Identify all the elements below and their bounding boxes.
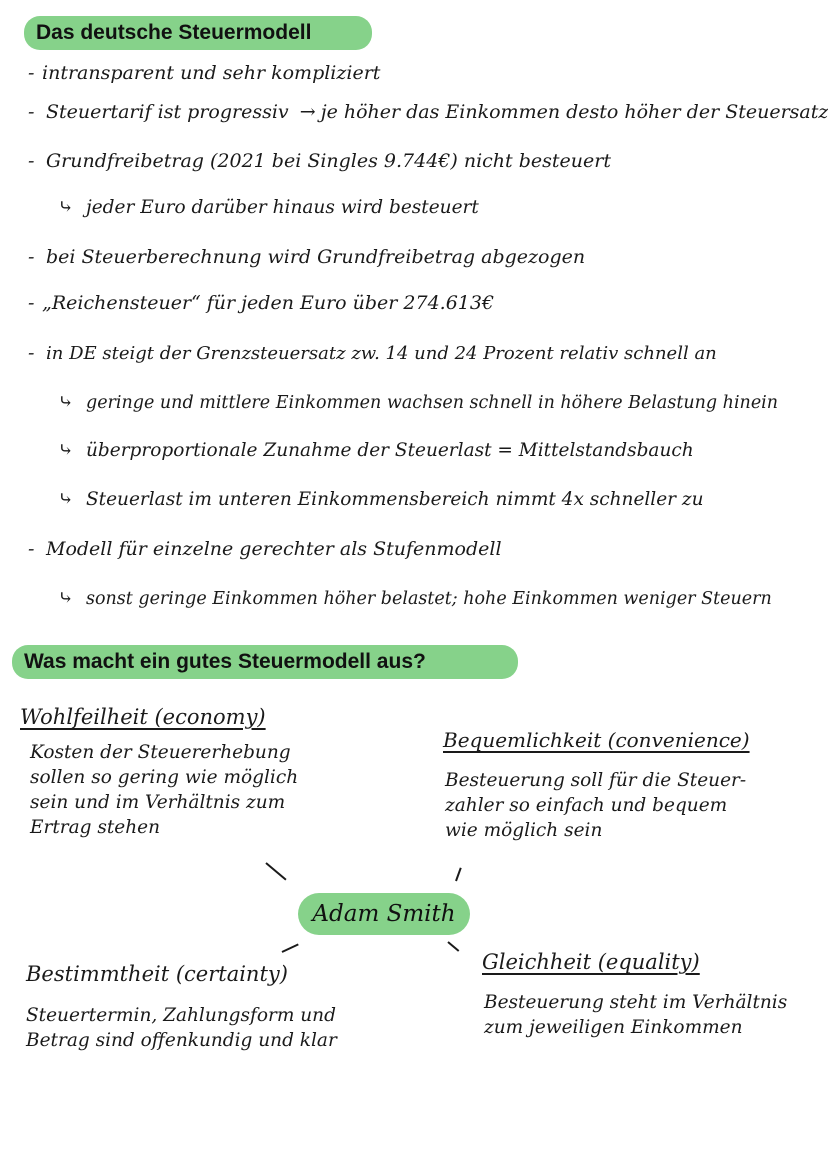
note-text: „Reichensteuer“ für jeden Euro über 274.613€ — [42, 292, 495, 314]
note-text: geringe und mittlere Einkommen wachsen schnell in höhere Belastung hinein — [86, 393, 779, 413]
note-line-11 — [28, 538, 502, 560]
dash-bullet: - — [28, 342, 35, 364]
equality-line: Besteuerung steht im Verhältnis — [484, 992, 788, 1013]
sub-arrow-icon: ⤷ — [58, 440, 74, 461]
certainty-title: Bestimmtheit (certainty) — [26, 962, 288, 986]
note-line-4 — [58, 197, 479, 218]
economy-line: Kosten der Steuererhebung — [30, 742, 291, 763]
note-text: Modell für einzelne gerechter als Stufenmodell — [46, 538, 502, 560]
sub-arrow-icon: ⤷ — [58, 197, 74, 218]
sub-arrow-icon: ⤷ — [58, 588, 74, 609]
note-line-5 — [28, 246, 585, 268]
dash-bullet: - — [28, 150, 35, 172]
economy-line: sollen so gering wie möglich — [30, 767, 299, 788]
note-text: jeder Euro darüber hinaus wird besteuert — [86, 197, 479, 218]
note-line-10 — [58, 489, 704, 510]
right-arrow-icon: → — [299, 101, 316, 123]
convenience-body — [445, 768, 746, 843]
connector-stroke-economy — [265, 862, 286, 880]
convenience-title: Bequemlichkeit (convenience) — [443, 728, 750, 752]
note-text: intransparent und sehr kompliziert — [42, 62, 381, 84]
note-text: bei Steuerberechnung wird Grundfreibetrag abgezogen — [46, 246, 586, 268]
note-text: Grundfreibetrag (2021 bei Singles 9.744€) nicht besteuert — [46, 150, 611, 172]
economy-line: sein und im Verhältnis zum — [30, 792, 286, 813]
note-line-2 — [28, 101, 828, 123]
economy-line: Ertrag stehen — [30, 817, 161, 838]
note-line-12 — [58, 588, 772, 609]
note-line-1 — [28, 62, 380, 84]
convenience-line: wie möglich sein — [445, 820, 603, 841]
certainty-line: Steuertermin, Zahlungsform und — [26, 1005, 336, 1026]
convenience-line: Besteuerung soll für die Steuer- — [445, 770, 747, 791]
dash-bullet: - — [28, 246, 35, 268]
equality-line: zum jeweiligen Einkommen — [484, 1017, 743, 1038]
equality-body — [484, 990, 787, 1040]
connector-stroke-equality — [447, 941, 459, 952]
note-text: überproportionale Zunahme der Steuerlast = Mittelstandsbauch — [86, 440, 694, 461]
sub-arrow-icon: ⤷ — [58, 392, 74, 413]
economy-body — [30, 740, 298, 840]
dash-bullet: - — [28, 101, 35, 123]
note-text: in DE steigt der Grenzsteuersatz zw. 14 und 24 Prozent relativ schnell an — [46, 343, 717, 364]
note-text: sonst geringe Einkommen höher belastet; hohe Einkommen weniger Steuern — [86, 589, 772, 609]
connector-stroke-certainty — [282, 943, 299, 952]
certainty-body — [26, 1003, 337, 1053]
dash-bullet: - — [28, 292, 35, 314]
dash-bullet: - — [28, 62, 35, 84]
note-line-9 — [58, 440, 694, 461]
equality-title: Gleichheit (equality) — [482, 950, 700, 974]
note-line-8 — [58, 392, 778, 413]
convenience-line: zahler so einfach und bequem — [445, 795, 728, 816]
note-line-6 — [28, 292, 494, 314]
note-text: Steuerlast im unteren Einkommensbereich nimmt 4x schneller zu — [86, 489, 704, 510]
sub-arrow-icon: ⤷ — [58, 489, 74, 510]
economy-title: Wohlfeilheit (economy) — [20, 705, 266, 729]
connector-stroke-convenience — [455, 868, 462, 882]
section-heading-steuermodell: Das deutsche Steuermodell — [24, 16, 372, 50]
adam-smith-center: Adam Smith — [298, 893, 470, 935]
section-heading-gutes-steuermodell: Was macht ein gutes Steuermodell aus? — [12, 645, 518, 679]
note-line-7 — [28, 342, 717, 364]
dash-bullet: - — [28, 538, 35, 560]
note-text: Steuertarif ist progressiv — [46, 101, 289, 123]
note-text: je höher das Einkommen desto höher der Steuersatz — [320, 101, 828, 123]
certainty-line: Betrag sind offenkundig und klar — [26, 1030, 337, 1051]
note-line-3 — [28, 150, 611, 172]
